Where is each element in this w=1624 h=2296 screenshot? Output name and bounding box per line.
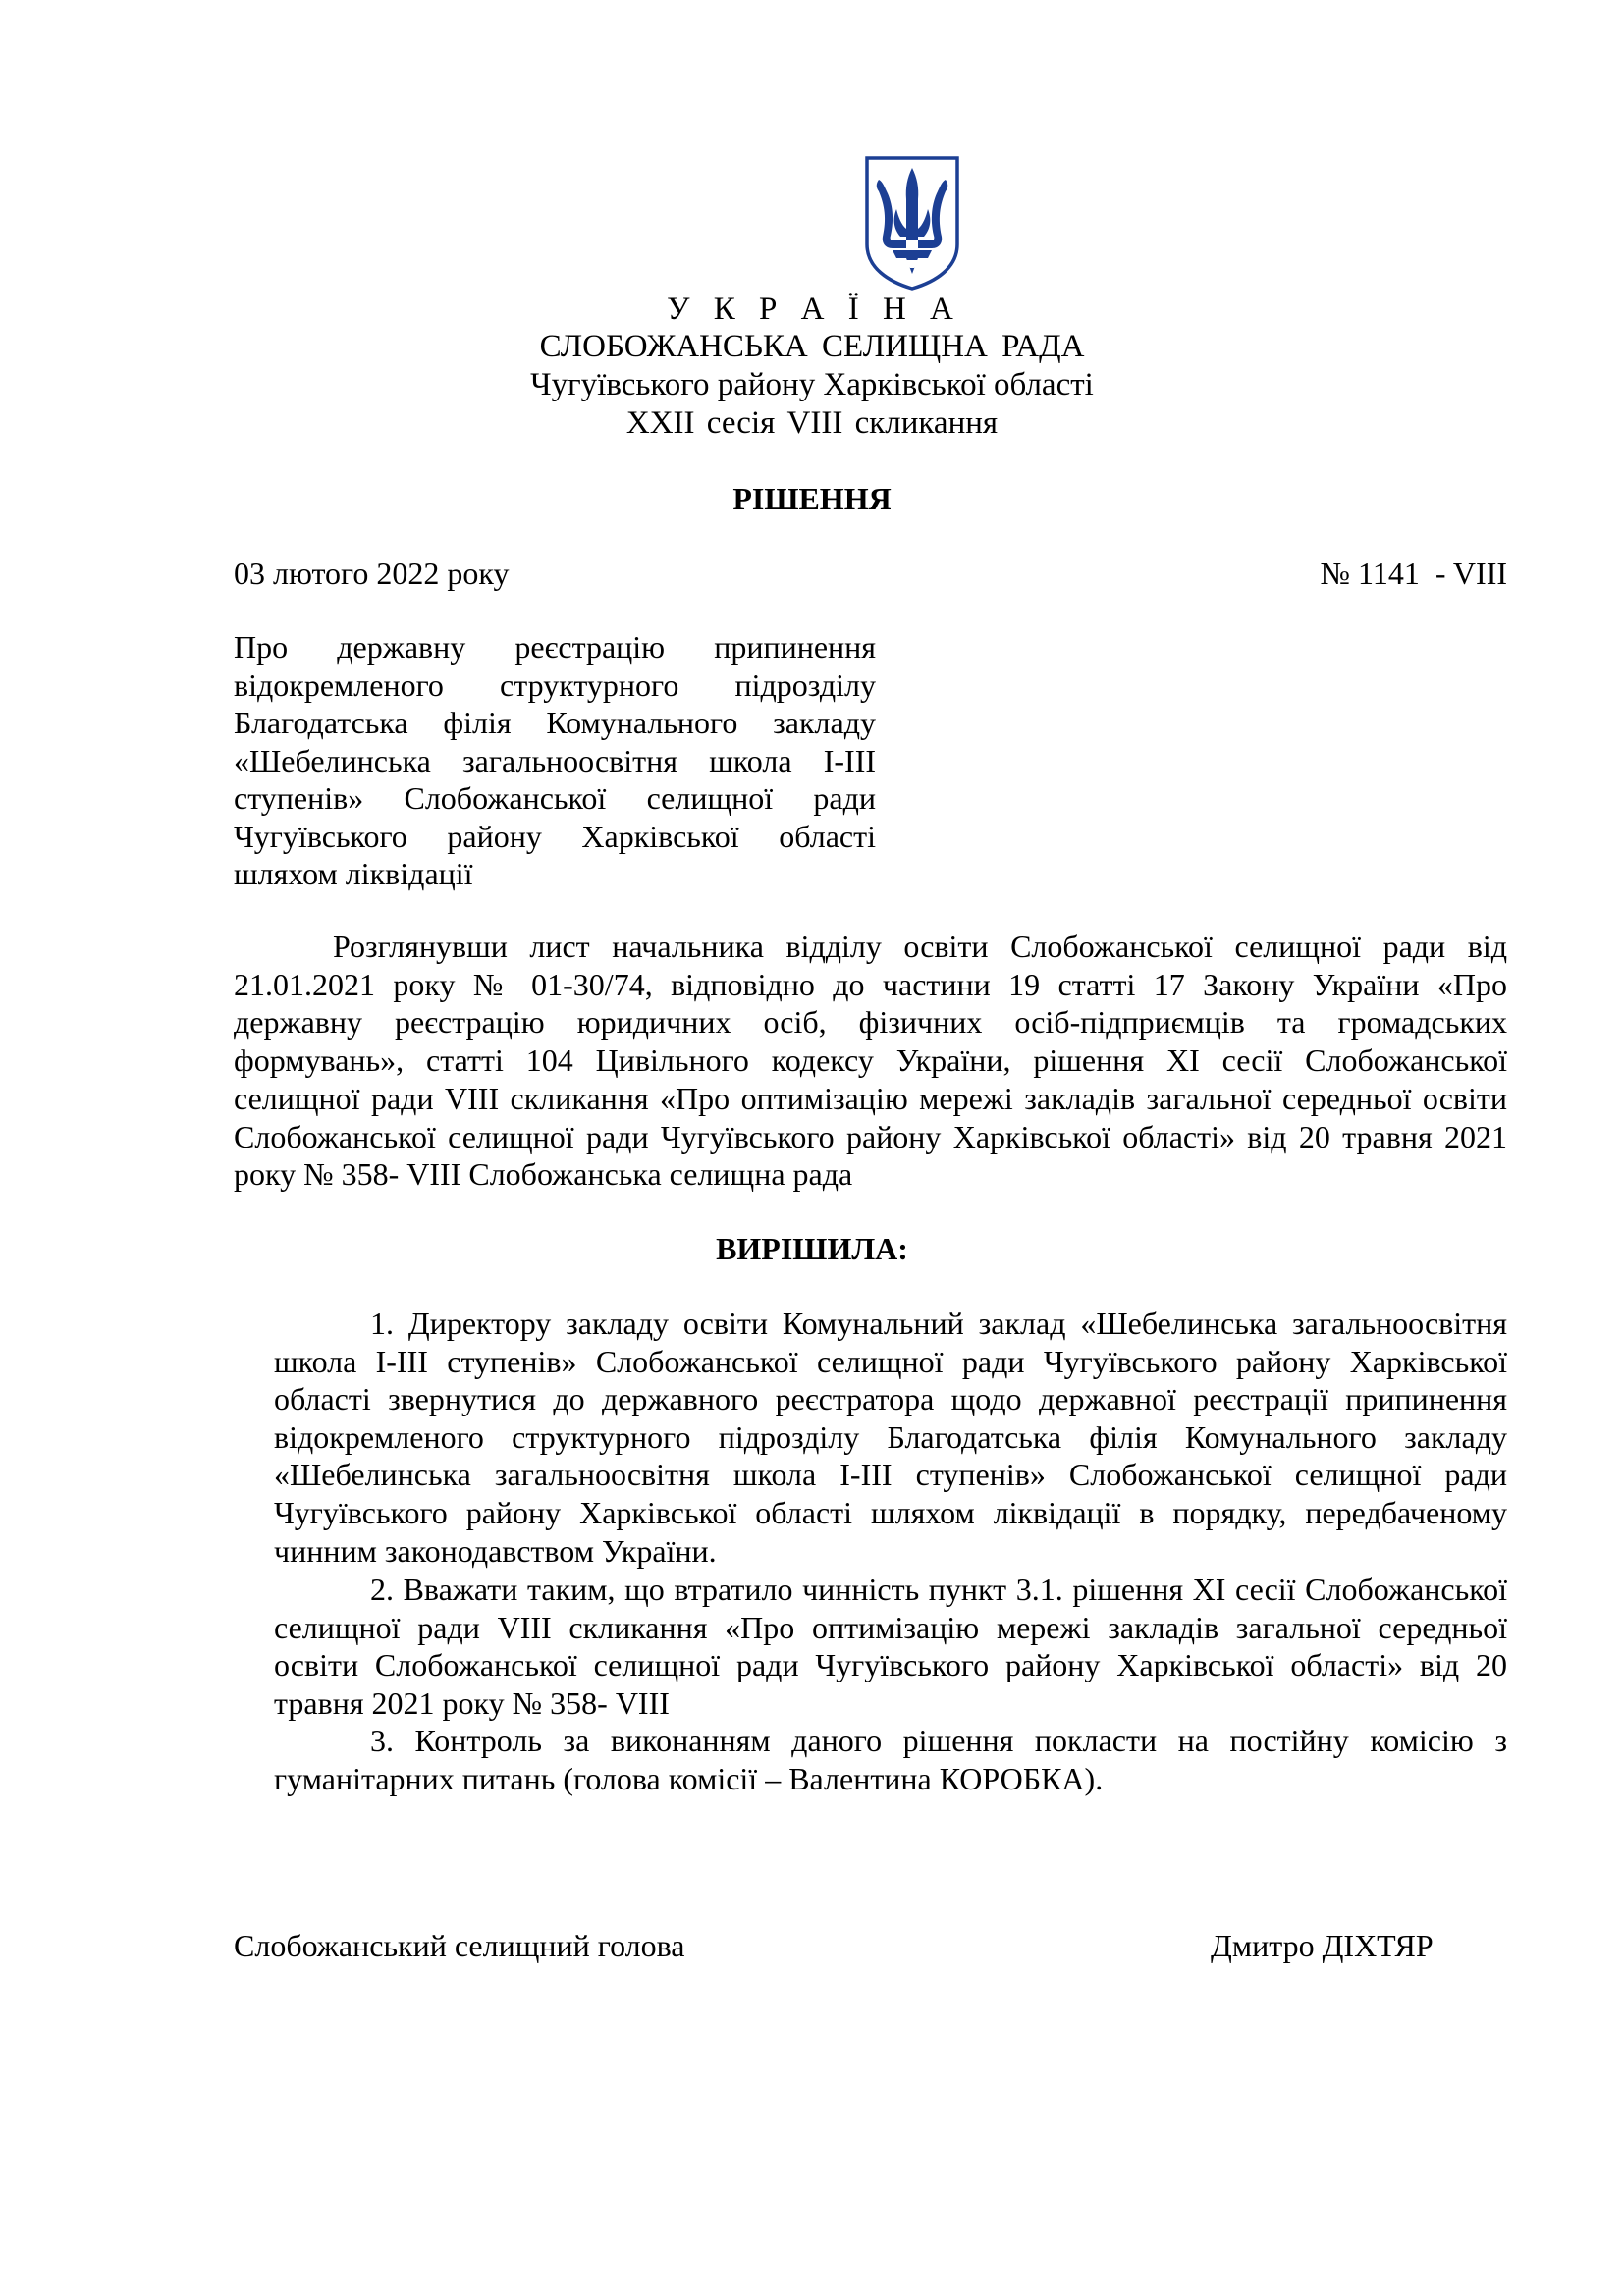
header-district: Чугуївського району Харківської області (530, 367, 1094, 402)
tryzub-coat-of-arms-icon (863, 154, 961, 292)
header-country: У К Р А Ї Н А (667, 292, 961, 327)
decision-item-2: 2. Вважати таким, що втратило чинність пункт 3.1. рішення ХІ сесії Слобожанської селищної ради VIII скликання «Про оптимізацію мережі закладів загальної середньої освіти Слобожанської селищної ради Чугуївського району Харківської області» від 20 травня 2021 року № 358- VIII (274, 1572, 1507, 1721)
decided-heading: ВИРІШИЛА: (716, 1231, 908, 1266)
signatory-name: Дмитро ДІХТЯР (1211, 1928, 1434, 1963)
signatory-position: Слобожанський селищний голова (234, 1928, 685, 1963)
decision-item-1: 1. Директору закладу освіти Комунальний заклад «Шебелинська загальноосвітня школа І-ІІІ ступенів» Слобожанської селищної ради Чугуївського району Харківської області звернутися до державного реєстратора щодо державної реєстрації припинення відокремленого структурного підрозділу Благодатська філія Комунального закладу «Шебелинська загальноосвітня школа І-ІІІ ступенів» Слобожанської селищної ради Чугуївського району Харківської області шляхом ліквідації в порядку, передбаченому чинним законодавством України. (274, 1306, 1507, 1569)
preamble-paragraph: Розглянувши лист начальника відділу освіти Слобожанської селищної ради від 21.01.2021 року № 01-30/74, відповідно до частини 19 статті 17 Закону України «Про державну реєстрацію юридичних осіб, фізичних осіб-підприємців та громадських формувань», статті 104 Цивільного кодексу України, рішення ХІ сесії Слобожанської селищної ради VIII скликання «Про оптимізацію мережі закладів загальної середньої освіти Слобожанської селищної ради Чугуївського району Харківської області» від 20 травня 2021 року № 358- VIII Слобожанська селищна рада (234, 929, 1507, 1193)
header-council: СЛОБОЖАНСЬКА СЕЛИЩНА РАДА (539, 329, 1085, 364)
decision-date: 03 лютого 2022 року (234, 556, 510, 591)
header-session: XXII сесія VIII скликання (625, 405, 999, 441)
document-title: РІШЕННЯ (732, 481, 892, 516)
decision-item-3: 3. Контроль за виконанням даного рішення покласти на постійну комісію з гуманітарних питань (голова комісії – Валентина КОРОБКА). (274, 1723, 1507, 1796)
decision-subject: Про державну реєстрацію припинення відокремленого структурного підрозділу Благодатська філія Комунального закладу «Шебелинська загальноосвітня школа І-ІІІ ступенів» Слобожанської селищної ради Чугуївського району Харківської області шляхом ліквідації (234, 629, 876, 891)
decision-number: № 1141 - VIII (1320, 556, 1507, 591)
